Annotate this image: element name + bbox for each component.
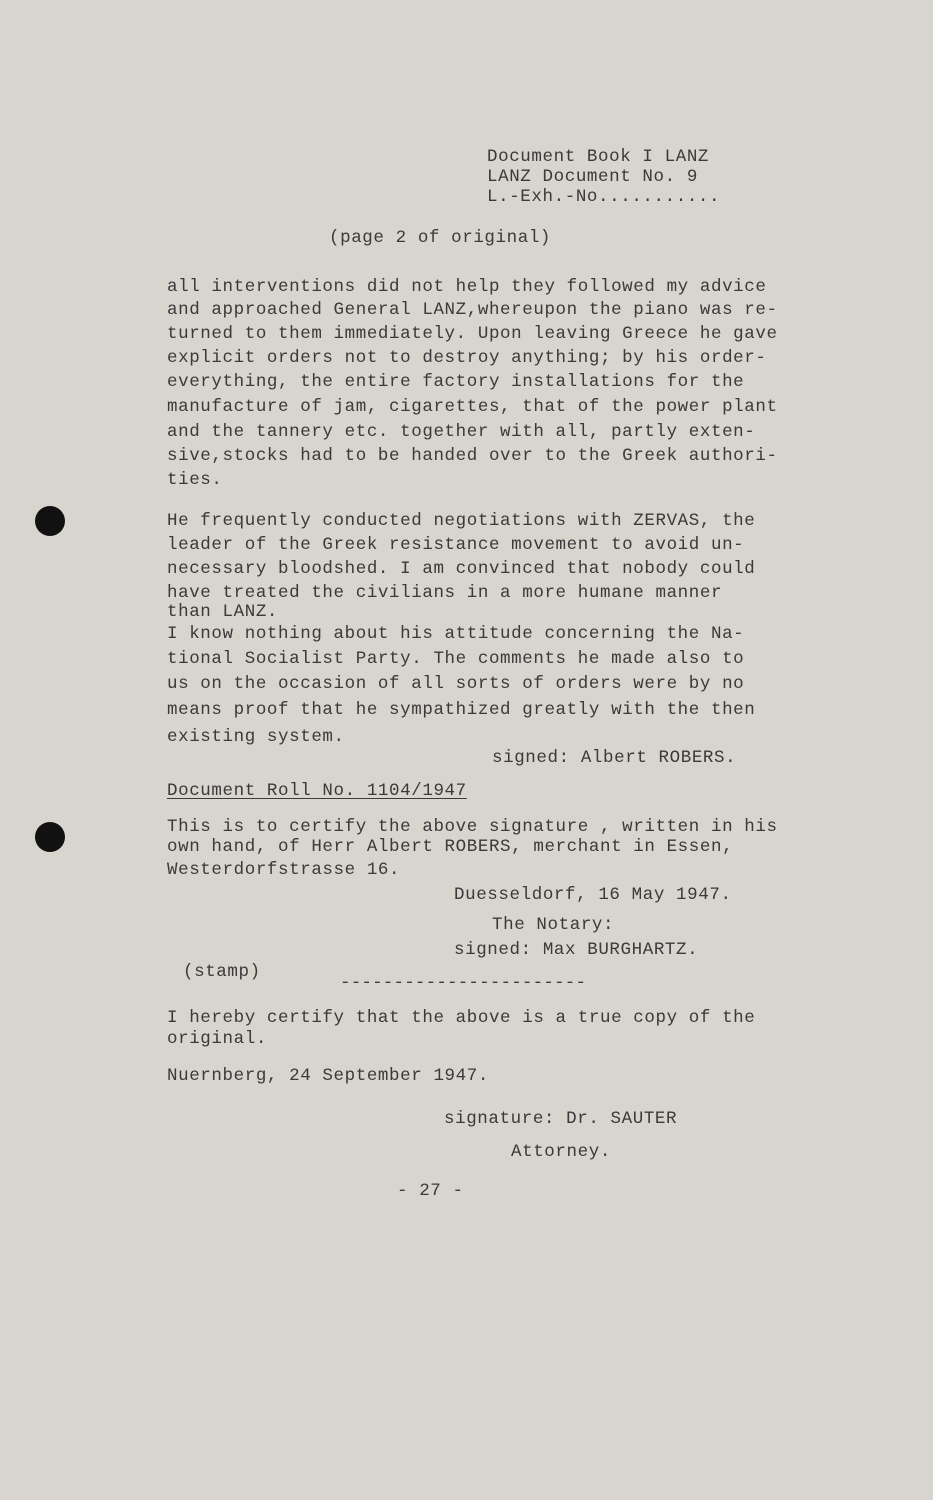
text-line: He frequently conducted negotiations with ZERVAS, the [167, 511, 756, 531]
dashed-divider: ----------------------- [340, 973, 587, 993]
text-line: tional Socialist Party. The comments he made also to [167, 649, 745, 669]
true-copy-line-1: I hereby certify that the above is a true copy of the [167, 1008, 756, 1028]
text-line: necessary bloodshed. I am convinced that nobody could [167, 559, 756, 579]
punch-hole-top [35, 506, 65, 536]
text-line: and approached General LANZ,whereupon the piano was re- [167, 300, 778, 320]
text-line: sive,stocks had to be handed over to the Greek authori- [167, 446, 778, 466]
text-line: manufacture of jam, cigarettes, that of the power plant [167, 397, 778, 417]
nuernberg-date: Nuernberg, 24 September 1947. [167, 1066, 489, 1086]
page-note: (page 2 of original) [329, 228, 552, 248]
text-line: us on the occasion of all sorts of orders were by no [167, 674, 745, 694]
text-line: own hand, of Herr Albert ROBERS, merchant in Essen, [167, 837, 734, 857]
signature-line: signature: Dr. SAUTER [444, 1109, 678, 1129]
text-line: turned to them immediately. Upon leaving Greece he gave [167, 324, 778, 344]
notary-title: The Notary: [492, 915, 615, 935]
signed-line-1: signed: Albert ROBERS. [492, 748, 737, 768]
text-line: Westerdorfstrasse 16. [167, 860, 401, 880]
attorney-line: Attorney. [511, 1142, 611, 1162]
header-ref-line-1: Document Book I LANZ [487, 147, 710, 167]
true-copy-line-2: original. [167, 1029, 267, 1049]
text-line: I know nothing about his attitude concerning the Na- [167, 624, 745, 644]
punch-hole-bottom [35, 822, 65, 852]
page-number: - 27 - [397, 1181, 464, 1201]
place-date: Duesseldorf, 16 May 1947. [454, 885, 732, 905]
notary-signed: signed: Max BURGHARTZ. [454, 940, 699, 960]
text-line: explicit orders not to destroy anything; by his order- [167, 348, 767, 368]
text-line: existing system. [167, 727, 345, 747]
text-line: ties. [167, 470, 223, 490]
text-line: all interventions did not help they followed my advice [167, 277, 767, 297]
header-ref-line-3: L.-Exh.-No........... [487, 187, 721, 207]
header-ref-line-2: LANZ Document No. 9 [487, 167, 698, 187]
text-line: everything, the entire factory installations for the [167, 372, 745, 392]
text-line: means proof that he sympathized greatly with the then [167, 700, 756, 720]
text-line: and the tannery etc. together with all, partly exten- [167, 422, 756, 442]
text-line: This is to certify the above signature , written in his [167, 817, 778, 837]
text-line: than LANZ. [167, 602, 279, 622]
text-line: have treated the civilians in a more humane manner [167, 583, 723, 603]
stamp-note: (stamp) [183, 962, 261, 982]
text-line: leader of the Greek resistance movement to avoid un- [167, 535, 745, 555]
document-roll: Document Roll No. 1104/1947 [167, 781, 467, 801]
